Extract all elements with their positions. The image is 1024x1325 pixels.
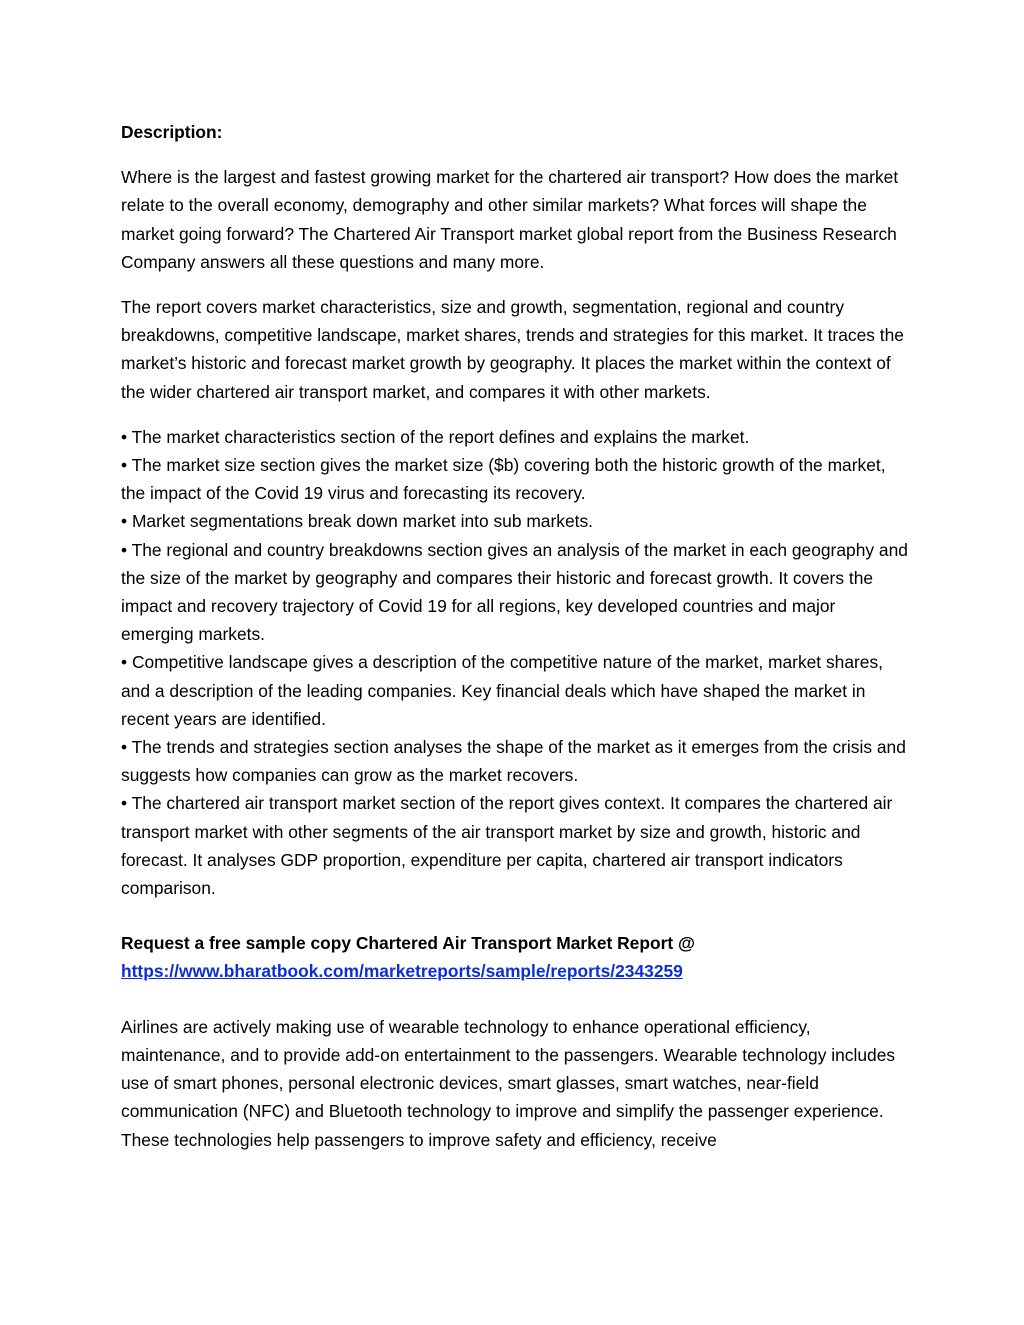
wearable-tech-paragraph: Airlines are actively making use of wearable technology to enhance operational efficiency, maintenance, and to provide add-on entertainment to the passengers. Wearable technology includes use of smart phones, personal electronic devices, smart glasses, smart watches, near-field communication (NFC) and Bluetooth technology to improve and simplify the passenger experience. These technologies help passengers to improve safety and efficiency, receive: [121, 1016, 896, 1150]
list-item: [121, 733, 911, 789]
list-item: [121, 789, 911, 902]
bullet-text: The market size section gives the market size ($b) covering both the historic growth of the market, the impact of the Covid 19 virus and forecasting its recovery.: [121, 455, 886, 504]
list-item: [121, 451, 911, 507]
coverage-paragraph: The report covers market characteristics, size and growth, segmentation, regional and country breakdowns, competitive landscape, market shares, trends and strategies for this market. It traces the market’s historic and forecast market growth by geography. It places the market within the context of the wider chartered air transport market, and compares it with other markets.: [121, 297, 904, 402]
bullet-icon: •: [121, 793, 128, 814]
bullet-list: [121, 423, 911, 902]
bullet-icon: •: [121, 426, 128, 447]
document-page: [121, 118, 911, 1171]
bullet-text: Competitive landscape gives a description of the competitive nature of the market, market shares, and a description of the leading companies. Key financial deals which have shaped the market in recent years are identified.: [121, 652, 884, 729]
bullet-text: The market characteristics section of the report defines and explains the market.: [131, 426, 750, 447]
list-item: [121, 507, 911, 535]
sample-report-link[interactable]: https://www.bharatbook.com/marketreports/sample/reports/2343259: [121, 961, 683, 982]
bullet-icon: •: [121, 511, 128, 532]
bullet-text: The trends and strategies section analyses the shape of the market as it emerges from the crisis and suggests how companies can grow as the market recovers.: [121, 737, 906, 786]
bullet-icon: •: [121, 737, 128, 758]
list-item: [121, 648, 911, 733]
bullet-icon: •: [121, 539, 128, 560]
description-heading: Description:: [121, 122, 223, 142]
bullet-icon: •: [121, 652, 128, 673]
list-item: [121, 423, 911, 451]
list-item: [121, 536, 911, 649]
intro-paragraph: Where is the largest and fastest growing market for the chartered air transport? How does the market relate to the overall economy, demography and other similar markets? What forces will shape the market going forward? The Chartered Air Transport market global report from the Business Research Company answers all these questions and many more.: [121, 167, 899, 272]
bullet-text: The chartered air transport market section of the report gives context. It compares the chartered air transport market with other segments of the air transport market by size and growth, historic and forecast. It analyses GDP proportion, expenditure per capita, chartered air transport indicators comparison.: [121, 793, 893, 899]
bullet-text: The regional and country breakdowns section gives an analysis of the market in each geography and the size of the market by geography and compares their historic and forecast growth. It covers the impact and recovery trajectory of Covid 19 for all regions, key developed countries and major emerging markets.: [121, 539, 908, 645]
bullet-text: Market segmentations break down market into sub markets.: [131, 511, 593, 532]
sample-request-text: Request a free sample copy Chartered Air Transport Market Report @: [121, 933, 695, 954]
bullet-icon: •: [121, 455, 128, 476]
